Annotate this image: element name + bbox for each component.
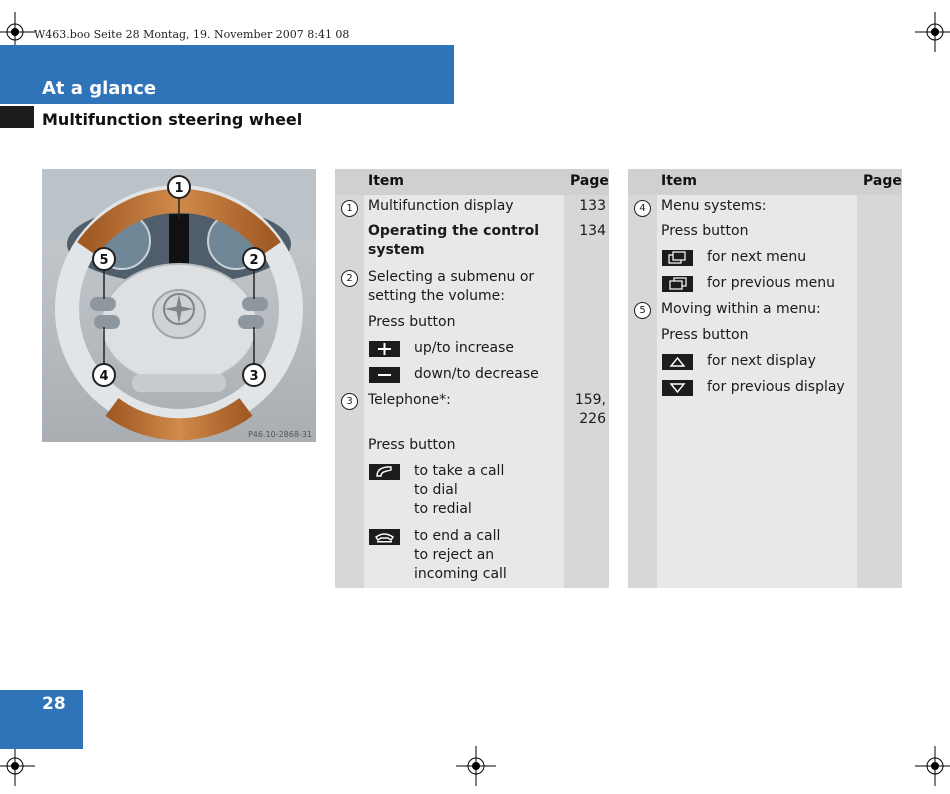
- callout-5: [93, 248, 115, 270]
- svg-text:1: 1: [174, 181, 184, 196]
- callout-2: [243, 248, 265, 270]
- item-text: Selecting a submenu or: [368, 269, 535, 285]
- page-number: 28: [42, 694, 66, 714]
- callout-1: [168, 176, 190, 198]
- previous-menu-icon: [662, 276, 693, 292]
- table-header: [335, 169, 609, 195]
- next-menu-icon: [662, 250, 693, 266]
- item-text: Multifunction display: [368, 198, 514, 214]
- controls-table-left: [335, 169, 609, 588]
- phone-pickup-icon: [369, 464, 400, 480]
- item-text: setting the volume:: [368, 288, 505, 304]
- callout-3: [243, 364, 265, 386]
- up-arrow-button-icon: [662, 354, 693, 370]
- header-page: Page: [570, 173, 609, 189]
- item-text: to take a call: [414, 463, 505, 479]
- item-text: system: [368, 242, 425, 258]
- item-text: up/to increase: [414, 340, 514, 356]
- item-text: down/to decrease: [414, 366, 539, 382]
- photo-code: P46.10-2868-31: [247, 430, 312, 439]
- item-text: for next display: [707, 353, 816, 369]
- item-text: Press button: [368, 437, 456, 453]
- down-arrow-button-icon: [662, 380, 693, 396]
- item-text: to dial: [414, 482, 458, 498]
- subsection-marker: [0, 106, 34, 128]
- item-text: Moving within a menu:: [661, 301, 821, 317]
- item-text: for previous menu: [707, 275, 836, 291]
- item-number: 2: [341, 270, 358, 287]
- plus-button-icon: [369, 341, 400, 357]
- svg-text:5: 5: [99, 253, 109, 268]
- subsection-title: Multifunction steering wheel: [42, 110, 303, 129]
- item-number: 4: [634, 200, 651, 217]
- item-number: 5: [634, 302, 651, 319]
- svg-text:4: 4: [99, 369, 109, 384]
- registration-mark-icon: [0, 746, 35, 786]
- section-title: At a glance: [42, 78, 157, 99]
- item-text: to end a call: [414, 528, 501, 544]
- item-text: for previous display: [707, 379, 845, 395]
- header-page: Page: [863, 173, 902, 189]
- header-item: Item: [368, 173, 404, 189]
- item-text: to reject an: [414, 547, 495, 563]
- item-text: Press button: [661, 223, 749, 239]
- svg-text:2: 2: [249, 253, 259, 268]
- controls-table-right: [628, 169, 902, 588]
- page-ref: 226: [579, 411, 606, 427]
- svg-text:3: 3: [249, 369, 259, 384]
- page-ref: 159,: [574, 392, 606, 408]
- item-text: incoming call: [414, 566, 507, 582]
- item-number: 1: [341, 200, 358, 217]
- page-ref: 133: [579, 198, 606, 214]
- item-text: Press button: [368, 314, 456, 330]
- registration-mark-icon: [915, 746, 950, 786]
- callout-4: [93, 364, 115, 386]
- item-text: to redial: [414, 501, 472, 517]
- steering-wheel-photo: [42, 169, 316, 442]
- item-text: for next menu: [707, 249, 807, 265]
- item-text: Operating the control: [368, 223, 540, 239]
- table-header: [628, 169, 902, 195]
- item-text: Press button: [661, 327, 749, 343]
- print-header-line: W463.boo Seite 28 Montag, 19. November 2007 8:41 08: [34, 28, 350, 41]
- minus-button-icon: [369, 367, 400, 383]
- header-item: Item: [661, 173, 697, 189]
- phone-hangup-icon: [369, 529, 400, 545]
- registration-mark-icon: [456, 746, 496, 786]
- registration-mark-icon: [915, 12, 950, 52]
- item-text: Telephone*:: [368, 392, 451, 408]
- item-text: Menu systems:: [661, 198, 767, 214]
- page-ref: 134: [579, 223, 606, 239]
- item-number: 3: [341, 393, 358, 410]
